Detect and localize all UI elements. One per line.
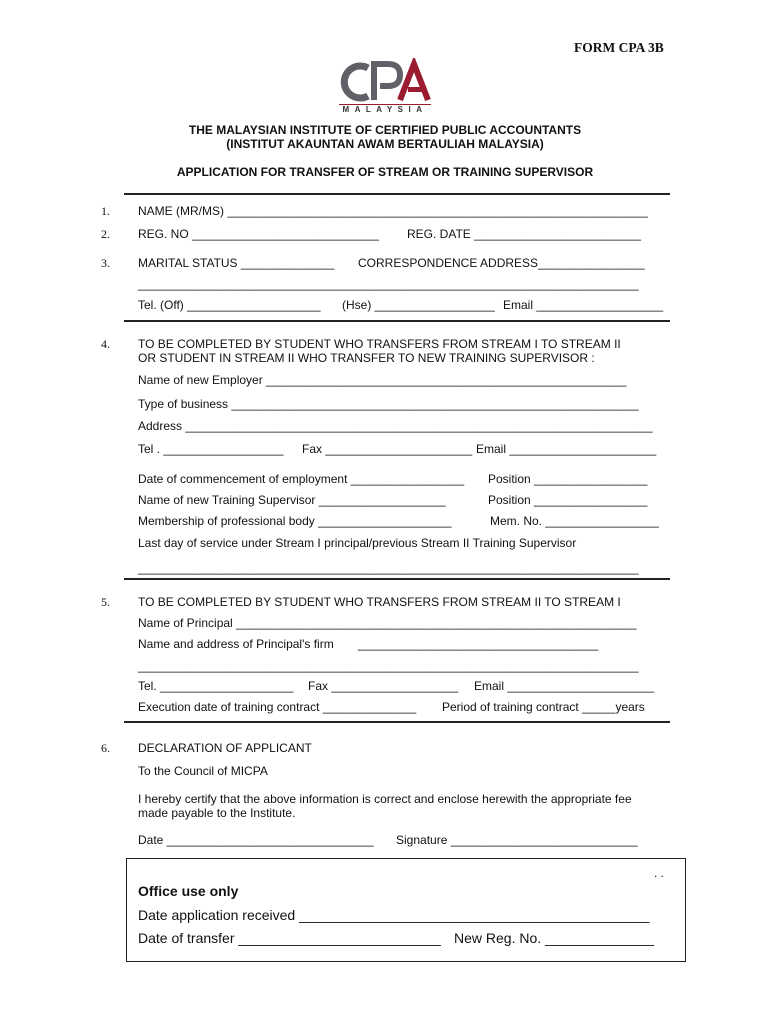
training-period-field[interactable]: Period of training contract _____years [442,700,645,714]
divider-top [124,193,670,195]
address-line[interactable]: ___________________________________________________________________________ [138,277,639,291]
new-reg-no-field[interactable]: New Reg. No. ______________ [454,930,655,946]
date-transfer-field[interactable]: Date of transfer __________________________ [138,930,441,946]
principal-tel-field[interactable]: Tel. ____________________ [138,679,294,693]
execution-date-field[interactable]: Execution date of training contract ______________ [138,700,417,714]
principal-name-field[interactable]: Name of Principal ____________________________________________________________ [138,616,637,630]
name-field[interactable]: NAME (MR/MS) _______________________________________________________________ [138,204,648,218]
section-6-number: 6. [101,741,110,755]
principal-firm-line-2[interactable]: ___________________________________________________________________________ [138,659,639,673]
business-type-field[interactable]: Type of business _____________________________________________________________ [138,397,639,411]
tel-off-field[interactable]: Tel. (Off) ____________________ [138,298,321,312]
divider-section-4 [124,578,670,580]
new-employer-field[interactable]: Name of new Employer ______________________________________________________ [138,373,627,387]
section-3-number: 3. [101,256,110,270]
office-dots: . . [654,866,665,880]
employer-email-field[interactable]: Email ______________________ [476,442,657,456]
employer-tel-field[interactable]: Tel . __________________ [138,442,284,456]
position-field-1[interactable]: Position _________________ [488,472,648,486]
position-field-2[interactable]: Position _________________ [488,493,648,507]
form-code: FORM CPA 3B [574,40,664,55]
last-day-line[interactable]: ___________________________________________________________________________ [138,561,639,575]
logo-underline [339,104,431,105]
employer-fax-field[interactable]: Fax ______________________ [302,442,473,456]
institute-malay-title: (INSTITUT AKAUNTAN AWAM BERTAULIAH MALAYSIA) [226,137,544,151]
divider-section-5 [124,721,670,723]
principal-firm-label: Name and address of Principal's firm [138,637,334,651]
section-4-heading-line-1: TO BE COMPLETED BY STUDENT WHO TRANSFERS FROM STREAM I TO STREAM II [138,337,621,351]
employer-address-field[interactable]: Address ______________________________________________________________________ [138,419,653,433]
reg-no-field[interactable]: REG. NO ____________________________ [138,227,379,241]
council-address: To the Council of MICPA [138,764,268,778]
signature-field[interactable]: Signature ____________________________ [396,833,638,847]
section-5-heading: TO BE COMPLETED BY STUDENT WHO TRANSFERS FROM STREAM II TO STREAM I [138,595,621,609]
logo-country-text: MALAYSIA [342,105,428,114]
section-4-heading-line-2: OR STUDENT IN STREAM II WHO TRANSFER TO NEW TRAINING SUPERVISOR : [138,351,595,365]
reg-date-field[interactable]: REG. DATE _________________________ [407,227,641,241]
certify-text-line-1: I hereby certify that the above information is correct and enclose herewith the appropriate fee [138,792,632,806]
institute-title: THE MALAYSIAN INSTITUTE OF CERTIFIED PUBLIC ACCOUNTANTS [188,123,582,137]
principal-fax-field[interactable]: Fax ___________________ [308,679,459,693]
divider-section-3 [124,320,670,322]
form-title: APPLICATION FOR TRANSFER OF STREAM OR TRAINING SUPERVISOR [176,165,594,179]
principal-email-field[interactable]: Email ______________________ [474,679,655,693]
section-5-number: 5. [101,595,110,609]
last-day-label: Last day of service under Stream I principal/previous Stream II Training Supervisor [138,536,577,550]
certify-text-line-2: made payable to the Institute. [138,806,296,820]
declaration-date-field[interactable]: Date _______________________________ [138,833,374,847]
tel-hse-field[interactable]: (Hse) __________________ [342,298,495,312]
correspondence-address-field[interactable]: CORRESPONDENCE ADDRESS________________ [358,256,645,270]
declaration-heading: DECLARATION OF APPLICANT [138,741,312,755]
principal-firm-line[interactable]: ____________________________________ [358,637,599,651]
date-received-field[interactable]: Date application received _____________________________________________ [138,907,650,923]
section-1-number: 1. [101,204,110,218]
membership-field[interactable]: Membership of professional body ____________________ [138,514,452,528]
section-4-number: 4. [101,337,110,351]
commencement-date-field[interactable]: Date of commencement of employment _________________ [138,472,465,486]
new-supervisor-field[interactable]: Name of new Training Supervisor ___________________ [138,493,446,507]
cpa-malaysia-logo [338,58,432,114]
marital-status-field[interactable]: MARITAL STATUS ______________ [138,256,335,270]
section-2-number: 2. [101,227,110,241]
mem-no-field[interactable]: Mem. No. _________________ [490,514,659,528]
email-field[interactable]: Email ___________________ [503,298,664,312]
office-use-title: Office use only [138,883,239,899]
